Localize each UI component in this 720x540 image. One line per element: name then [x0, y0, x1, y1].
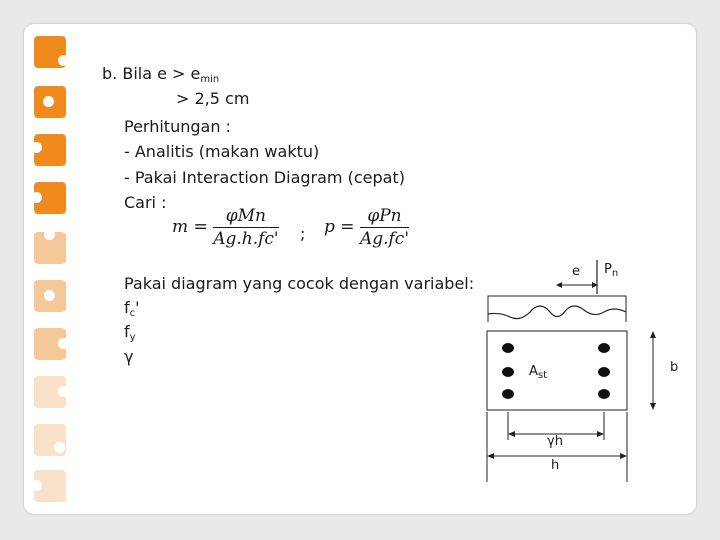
label-pn-letter: P	[604, 262, 612, 277]
rebar-dot	[598, 389, 610, 399]
break-line	[488, 306, 626, 319]
label-gamma-h: γh	[547, 434, 563, 449]
cari-text: Cari :	[124, 193, 167, 212]
label-ast-subscript: st	[537, 370, 548, 381]
formula-m-numerator: φMn	[213, 206, 278, 228]
pakai-text: - Pakai Interaction Diagram (cepat)	[124, 168, 405, 187]
perhitungan-text: Perhitungan :	[124, 117, 231, 136]
variable-fy-letter: f	[124, 322, 130, 341]
label-e: e	[572, 264, 580, 279]
column-top-element	[488, 296, 626, 322]
rebar-dot	[502, 367, 514, 377]
label-b: b	[670, 360, 679, 375]
label-pn-subscript: n	[611, 268, 619, 279]
rebar-dot	[502, 343, 514, 353]
variable-fc-letter: f	[124, 298, 130, 317]
rebar-dot	[598, 367, 610, 377]
variable-fc-prime: '	[135, 298, 140, 317]
label-ast	[529, 364, 547, 379]
label-pn	[604, 262, 618, 277]
rebar-dot	[598, 343, 610, 353]
formula-p-numerator: φPn	[360, 206, 409, 228]
label-h: h	[551, 458, 560, 473]
heading-marker: b.	[102, 64, 118, 83]
variable-fc-subscript: c	[129, 308, 136, 319]
heading-subscript: min	[200, 74, 220, 85]
heading-prefix: Bila e > e	[122, 64, 201, 83]
formula-p-lhs: p =	[324, 217, 355, 237]
analitis-text: - Analitis (makan waktu)	[124, 142, 320, 161]
formula-m-lhs: m =	[172, 217, 208, 237]
rebar-dot	[502, 389, 514, 399]
heading-line-2: > 2,5 cm	[176, 89, 250, 108]
variable-gamma: γ	[124, 347, 134, 366]
formula-separator: ;	[300, 224, 306, 243]
variable-fy-subscript: y	[129, 332, 136, 343]
label-ast-letter: A	[529, 364, 538, 379]
formula-p-denominator: Ag.fc'	[359, 229, 409, 249]
variables-title: Pakai diagram yang cocok dengan variabel:	[124, 274, 475, 293]
formula-m-denominator: Ag.h.fc'	[213, 229, 279, 249]
